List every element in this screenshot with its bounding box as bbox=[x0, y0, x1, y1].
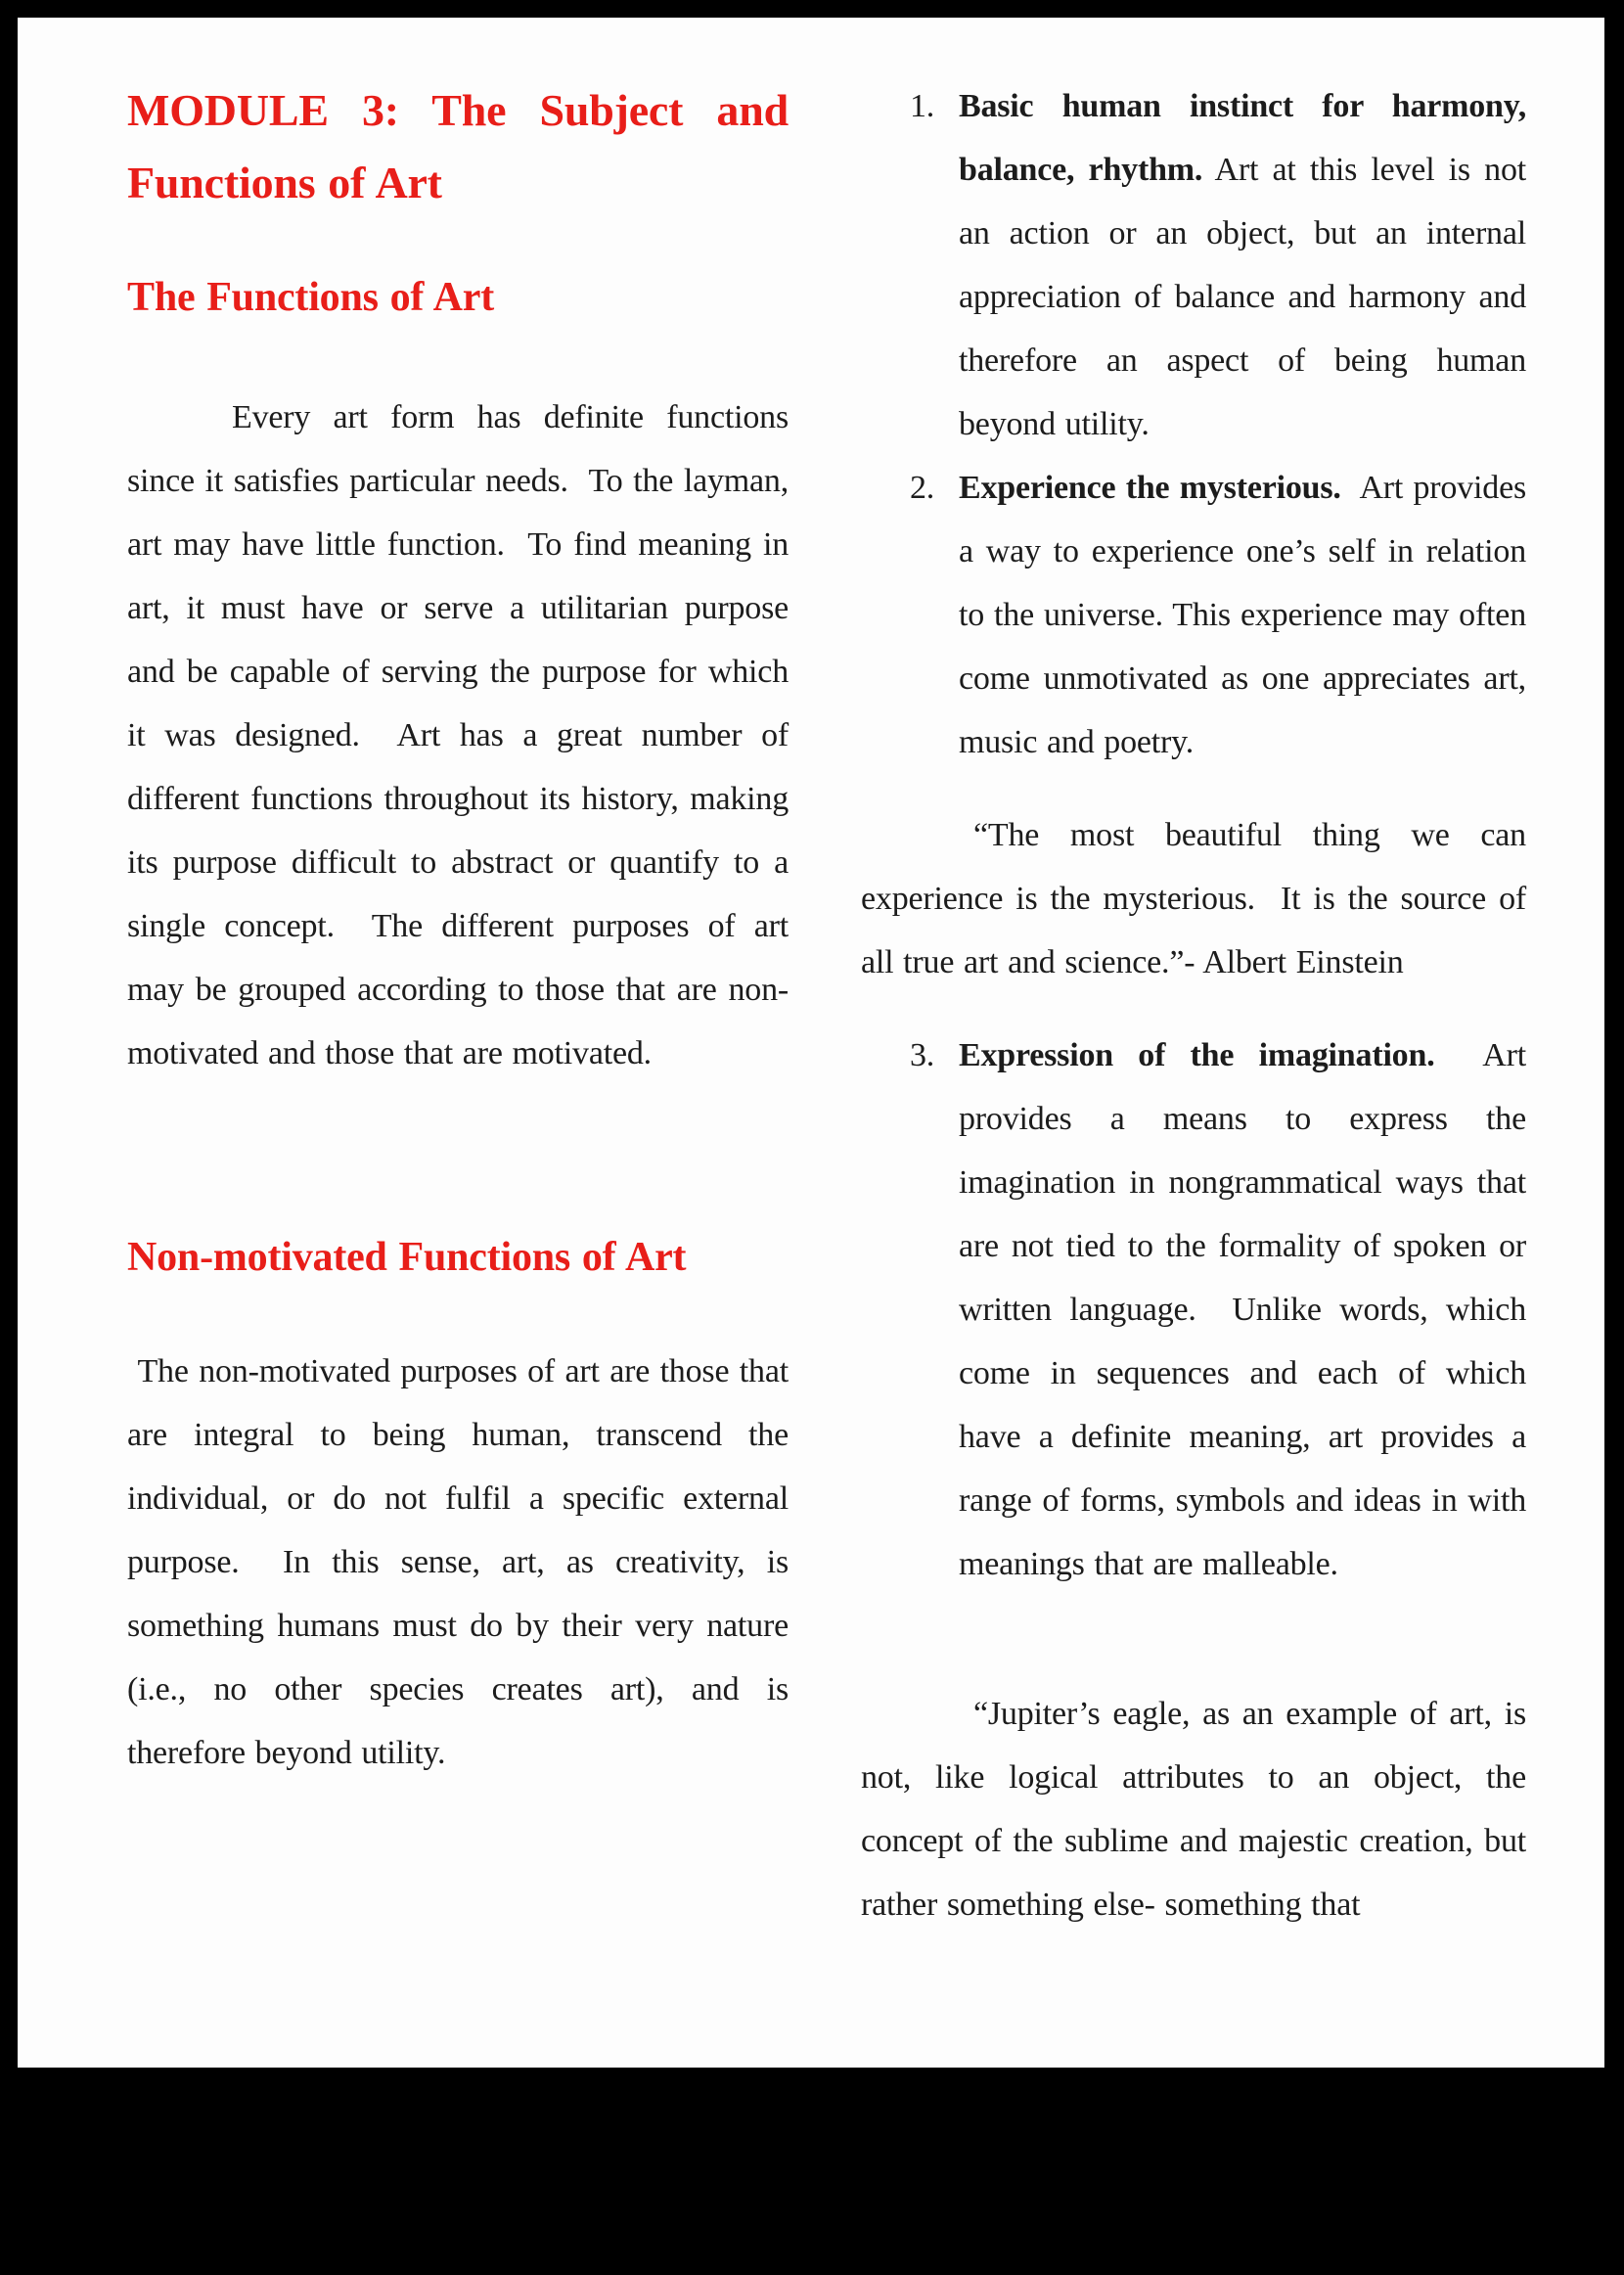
list-item-2-lead: Experience the mysterious. bbox=[959, 470, 1341, 506]
heading-non-motivated: Non-motivated Functions of Art bbox=[127, 1235, 687, 1280]
list-marker-1: 1. bbox=[910, 88, 935, 124]
list-item-1-lead: Basic human instinct for harmony, balance, rhythm. bbox=[959, 88, 1536, 188]
list-marker-2: 2. bbox=[910, 470, 935, 506]
quote-jupiter: “Jupiter’s eagle, as an example of art, is not, like logical attributes to an object, the concept of the sublime and majestic creation, but rather something else- something that bbox=[861, 1696, 1536, 1923]
paragraph-functions-intro: Every art form has definite functions since it satisfies particular needs. To the layman, art may have little function. To find meaning in art, it must have or serve a utilitarian purpose and be capable of serving the purpose for which it was designed. Art has a great number of different functions throughout its history, making its purpose difficult to abstract or quantify to a single concept. The different purposes of art may be grouped according to those that are non-motivated and those that are motivated. bbox=[127, 399, 798, 1071]
list-item-2 bbox=[861, 456, 1536, 774]
module-title-line-1: MODULE 3: The Subject and bbox=[127, 85, 789, 135]
quote-einstein: “The most beautiful thing we can experience is the mysterious. It is the source of all true art and science.”- Albert Einstein bbox=[861, 817, 1536, 980]
list-item-3-lead: Expression of the imagination. bbox=[959, 1037, 1435, 1073]
list-item-3 bbox=[861, 1024, 1536, 1596]
paragraph-non-motivated: The non-motivated purposes of art are those that are integral to being human, transcend the individual, or do not fulfil a specific external purpose. In this sense, art, as creativity, is something humans must do by their very nature (i.e., no other species creates art), and is therefore beyond utility. bbox=[127, 1353, 798, 1771]
heading-functions-of-art: The Functions of Art bbox=[127, 275, 495, 320]
right-column bbox=[861, 74, 1536, 1936]
list-item-3-body: Art provides a means to express the imagination in nongrammatical ways that are not tied to the formality of spoken or written language. Unlike words, which come in sequences and each of which have a definite meaning, art provides a range of forms, symbols and ideas in with meanings that are malleable. bbox=[959, 1037, 1536, 1582]
list-item-1 bbox=[861, 74, 1536, 456]
left-column bbox=[127, 74, 798, 1785]
list-item-1-body: Art at this level is not an action or an object, but an internal appreciation of balance and harmony and therefore an aspect of being human beyond utility. bbox=[959, 152, 1536, 442]
module-title-line-2: Functions of Art bbox=[127, 158, 442, 207]
list-item-2-body: Art provides a way to experience one’s self in relation to the universe. This experience may often come unmotivated as one appreciates art, music and poetry. bbox=[959, 470, 1536, 760]
module-title bbox=[127, 74, 789, 219]
page-paper bbox=[18, 18, 1604, 2068]
list-marker-3: 3. bbox=[910, 1037, 935, 1073]
